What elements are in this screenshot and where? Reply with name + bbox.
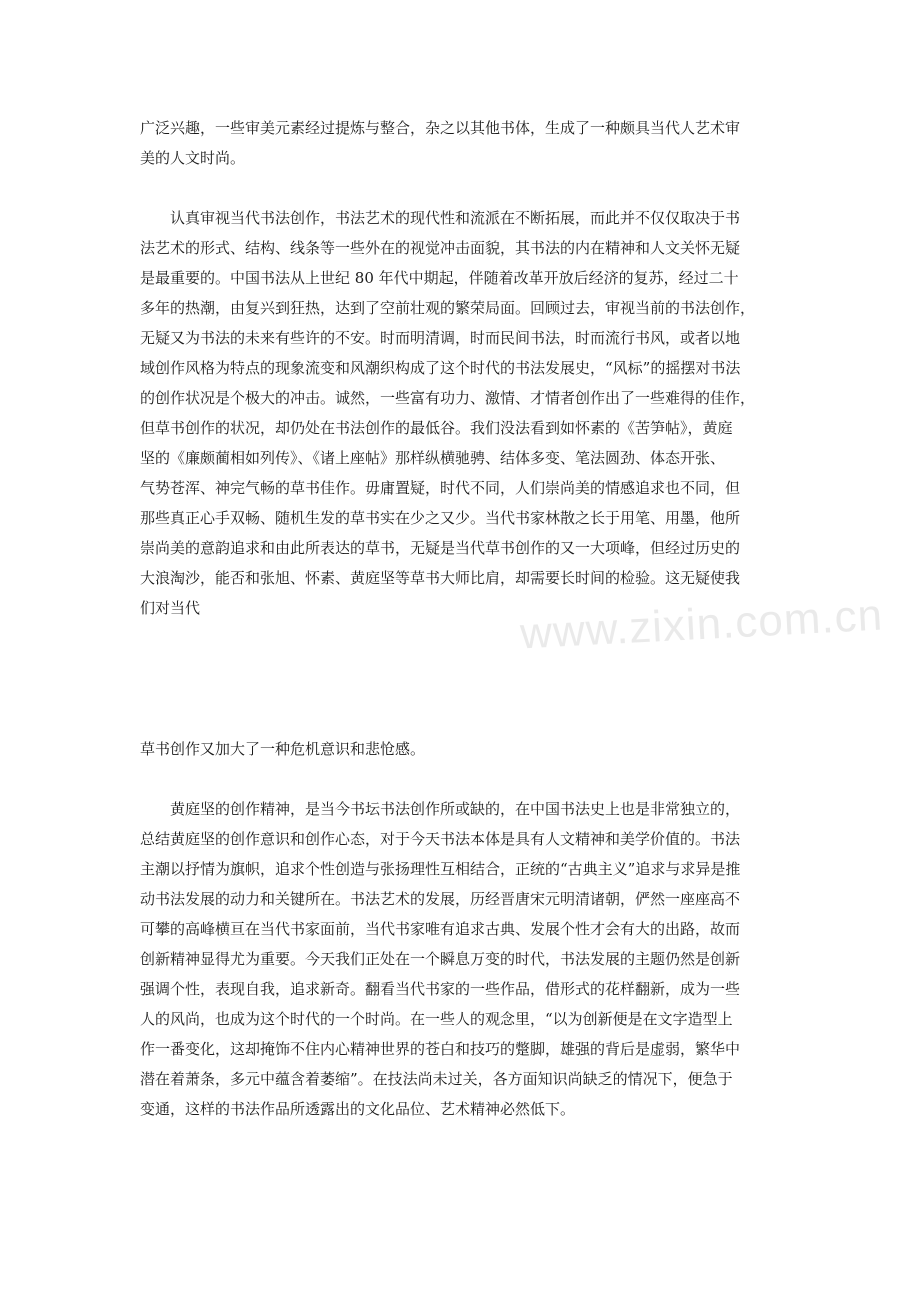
text-line: 是最重要的。中国书法从上世纪 80 年代中期起，伴随着改革开放后经济的复苏，经过二十 (140, 269, 739, 287)
text-line: 动书法发展的动力和关键所在。书法艺术的发展，历经晋唐宋元明清诸朝，俨然一座座高不 (140, 890, 741, 908)
text-line: 潜在着萧条，多元中蕴含着萎缩”。在技法尚未过关，各方面知识尚缺乏的情况下，便急于 (140, 1070, 733, 1088)
text-line: 变通，这样的书法作品所透露出的文化品位、艺术精神必然低下。 (140, 1100, 576, 1118)
text-line: 主潮以抒情为旗帜，追求个性创造与张扬理性互相结合，正统的“古典主义”追求与求异是推 (140, 860, 741, 878)
text-line: 域创作风格为特点的现象流变和风潮织构成了这个时代的书法发展史，“风标”的摇摆对书法 (140, 359, 741, 377)
text-line: 可攀的高峰横亘在当代书家面前，当代书家唯有追求古典、发展个性才会有大的出路，故而 (140, 920, 741, 938)
text-line: 法艺术的形式、结构、线条等一些外在的视觉冲击面貌，其书法的内在精神和人文关怀无疑 (140, 239, 741, 257)
watermark-text: www.zixin.com.cn (518, 590, 885, 659)
text-line: 那些真正心手双畅、随机生发的草书实在少之又少。当代书家林散之长于用笔、用墨，他所 (140, 509, 741, 527)
paragraph-2 (140, 203, 780, 623)
text-line: 的创作状况是个极大的冲击。诚然，一些富有功力、激情、才情者创作出了一些难得的佳作， (140, 389, 756, 407)
text-line: 黄庭坚的创作精神，是当今书坛书法创作所或缺的，在中国书法史上也是非常独立的， (170, 800, 741, 818)
text-line: 大浪淘沙，能否和张旭、怀素、黄庭坚等草书大师比肩，却需要长时间的检验。这无疑使我 (140, 569, 741, 587)
text-line: 作一番变化，这却掩饰不住内心精神世界的苍白和技巧的蹩脚，雄强的背后是虚弱，繁华中 (140, 1040, 741, 1058)
text-line: 广泛兴趣，一些审美元素经过提炼与整合，杂之以其他书体，生成了一种颇具当代人艺术审 (140, 119, 741, 137)
text-line: 坚的《廉颇蔺相如列传》、《诸上座帖》那样纵横驰骋、结体多变、笔法圆劲、体态开张、 (140, 449, 726, 467)
text-line: 崇尚美的意韵追求和由此所表达的草书，无疑是当代草书创作的又一大项峰，但经过历史的 (140, 539, 741, 557)
text-line: 但草书创作的状况，却仍处在书法创作的最低谷。我们没法看到如怀素的《苦笋帖》，黄庭 (140, 419, 733, 437)
text-line: 美的人文时尚。 (140, 149, 246, 167)
paragraph-1 (140, 113, 780, 173)
text-line: 多年的热潮，由复兴到狂热，达到了空前壮观的繁荣局面。回顾过去，审视当前的书法创作， (140, 299, 756, 317)
text-line: 强调个性，表现自我，追求新奇。翻看当代书家的一些作品，借形式的花样翻新，成为一些 (140, 980, 741, 998)
text-line: 人的风尚，也成为这个时代的一个时尚。在一些人的观念里，“以为创新便是在文字造型上 (140, 1010, 733, 1028)
text-line: 草书创作又加大了一种危机意识和悲怆感。 (140, 740, 426, 758)
text-line: 气势苍浑、神完气畅的草书佳作。毋庸置疑，时代不同，人们崇尚美的情感追求也不同，但 (140, 479, 741, 497)
text-line: 认真审视当代书法创作，书法艺术的现代性和流派在不断拓展，而此并不仅仅取决于书 (170, 209, 741, 227)
text-line: 创新精神显得尤为重要。今天我们正处在一个瞬息万变的时代，书法发展的主题仍然是创新 (140, 950, 741, 968)
text-line: 无疑又为书法的未来有些许的不安。时而明清调，时而民间书法，时而流行书风，或者以地 (140, 329, 741, 347)
paragraph-3 (140, 734, 780, 764)
paragraph-4 (140, 794, 780, 1124)
text-line: 们对当代 (140, 599, 201, 617)
text-line: 总结黄庭坚的创作意识和创作心态，对于今天书法本体是具有人文精神和美学价值的。书法 (140, 830, 741, 848)
